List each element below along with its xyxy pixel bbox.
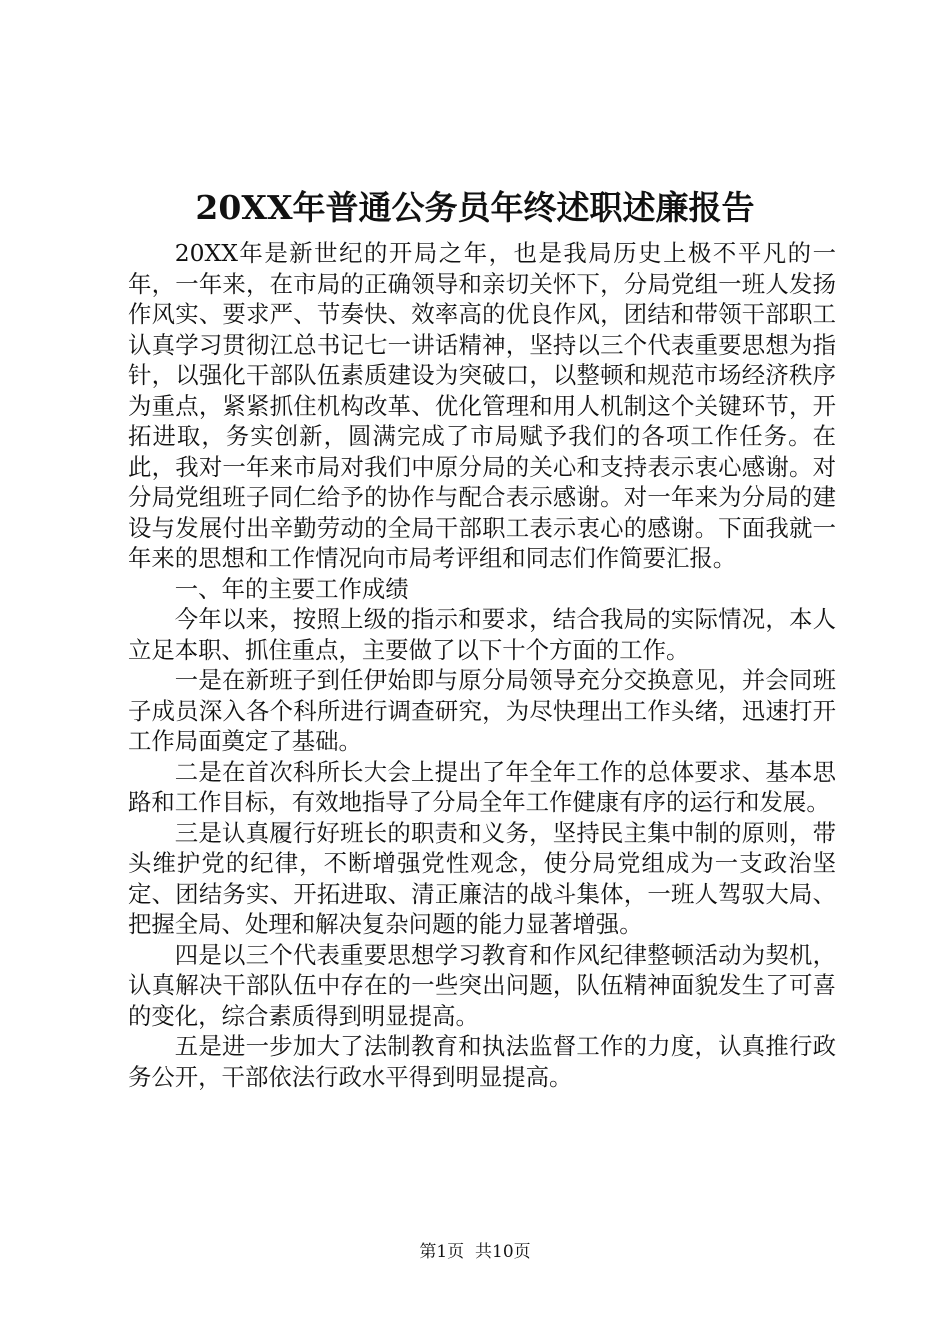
section-heading: 一、年的主要工作成绩 [174,574,409,603]
paragraph-item-3: 三是认真履行好班长的职责和义务，坚持民主集中制的原则，带头维护党的纪律，不断增强党性观念，使分局党组成为一支政治坚定、团结务实、开拓进取、清正廉洁的战斗集体，一班人驾驭大局、把握全局、处理和解决复杂问题的能力显著增强。 [128,818,836,938]
page-number: 第1页 [419,1242,465,1262]
page-footer [0,1240,950,1264]
page-total: 共10页 [475,1242,531,1262]
document-title: 20XX年普通公务员年终述职述廉报告 [195,188,755,227]
paragraph-item-4: 四是以三个代表重要思想学习教育和作风纪律整顿活动为契机，认真解决干部队伍中存在的一些突出问题，队伍精神面貌发生了可喜的变化，综合素质得到明显提高。 [128,940,836,1030]
document-body [128,238,836,1092]
paragraph-item-5: 五是进一步加大了法制教育和执法监督工作的力度，认真推行政务公开，干部依法行政水平得到明显提高。 [128,1032,836,1091]
paragraph-intro: 20XX年是新世纪的开局之年，也是我局历史上极不平凡的一年，一年来，在市局的正确领导和亲切关怀下，分局党组一班人发扬作风实、要求严、节奏快、效率高的优良作风，团结和带领干部职工认真学习贯彻江总书记七一讲话精神，坚持以三个代表重要思想为指针，以强化干部队伍素质建设为突破口，以整顿和规范市场经济秩序为重点，紧紧抓住机构改革、优化管理和用人机制这个关键环节，开拓进取，务实创新，圆满完成了市局赋予我们的各项工作任务。在此，我对一年来市局对我们中原分局的关心和支持表示衷心感谢。对分局党组班子同仁给予的协作与配合表示感谢。对一年来为分局的建设与发展付出辛勤劳动的全局干部职工表示衷心的感谢。下面我就一年来的思想和工作情况向市局考评组和同志们作简要汇报。 [128,239,836,572]
paragraph-item-2: 二是在首次科所长大会上提出了年全年工作的总体要求、基本思路和工作目标，有效地指导了分局全年工作健康有序的运行和发展。 [128,757,836,816]
paragraph-overview: 今年以来，按照上级的指示和要求，结合我局的实际情况，本人立足本职、抓住重点，主要做了以下十个方面的工作。 [128,605,836,664]
paragraph-item-1: 一是在新班子到任伊始即与原分局领导充分交换意见，并会同班子成员深入各个科所进行调查研究，为尽快理出工作头绪，迅速打开工作局面奠定了基础。 [128,666,836,755]
